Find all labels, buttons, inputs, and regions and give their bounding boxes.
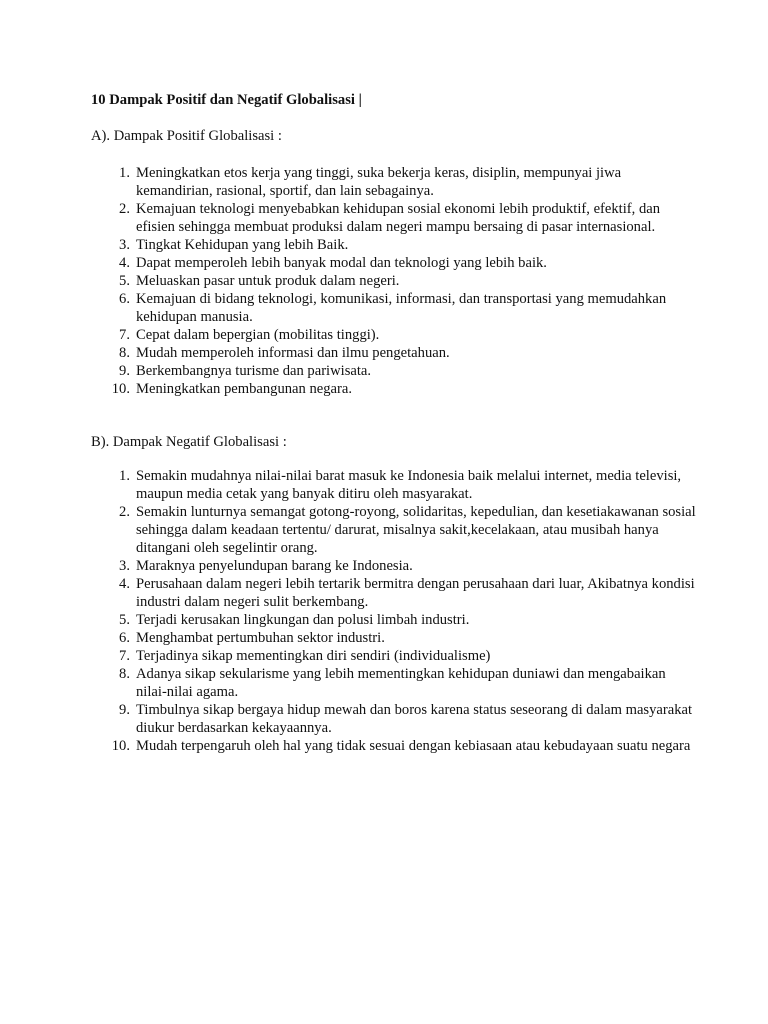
item-number: 9. xyxy=(119,363,130,379)
list-item xyxy=(0,344,696,362)
item-number: 5. xyxy=(119,612,130,628)
item-number: 2. xyxy=(119,201,130,217)
item-text: Semakin mudahnya nilai-nilai barat masuk ke Indonesia baik melalui internet, media televisi, maupun media cetak yang banyak ditiru oleh masyarakat. xyxy=(136,468,682,502)
document-title: 10 Dampak Positif dan Negatif Globalisasi | xyxy=(91,92,362,108)
item-number: 10. xyxy=(111,738,130,754)
item-number: 8. xyxy=(119,345,130,361)
item-text: Cepat dalam bepergian (mobilitas tinggi). xyxy=(136,327,380,343)
item-text: Adanya sikap sekularisme yang lebih mementingkan kehidupan duniawi dan mengabaikan nilai-nilai agama. xyxy=(136,666,666,700)
list-item xyxy=(0,503,696,557)
item-text: Meluaskan pasar untuk produk dalam negeri. xyxy=(136,273,400,289)
list-item xyxy=(0,701,696,737)
list-item xyxy=(0,665,696,701)
item-number: 6. xyxy=(119,291,130,307)
item-text: Semakin lunturnya semangat gotong-royong, solidaritas, kepedulian, dan kesetiakawanan sosial sehingga dalam keadaan tertentu/ darurat, misalnya sakit,kecelakaan, atau musibah hanya ditangani oleh segelintir orang. xyxy=(136,504,696,556)
item-text: Menghambat pertumbuhan sektor industri. xyxy=(136,630,385,646)
item-number: 1. xyxy=(119,165,130,181)
list-item xyxy=(0,362,696,380)
list-item xyxy=(0,200,696,236)
item-text: Meningkatkan pembangunan negara. xyxy=(136,381,352,397)
positive-section-heading: A). Dampak Positif Globalisasi : xyxy=(91,128,282,144)
item-number: 1. xyxy=(119,468,130,484)
item-number: 10. xyxy=(111,381,130,397)
positive-impacts-list xyxy=(0,164,768,398)
item-number: 6. xyxy=(119,630,130,646)
list-item xyxy=(0,164,696,200)
list-item xyxy=(0,647,696,665)
list-item xyxy=(0,254,696,272)
item-number: 4. xyxy=(119,576,130,592)
item-number: 7. xyxy=(119,648,130,664)
item-text: Meningkatkan etos kerja yang tinggi, suka bekerja keras, disiplin, mempunyai jiwa kemandirian, rasional, sportif, dan lain sebagainya. xyxy=(136,165,622,199)
item-number: 3. xyxy=(119,558,130,574)
item-text: Tingkat Kehidupan yang lebih Baik. xyxy=(136,237,349,253)
item-text: Perusahaan dalam negeri lebih tertarik bermitra dengan perusahaan dari luar, Akibatnya kondisi industri dalam negeri sulit berkembang. xyxy=(136,576,695,610)
item-text: Kemajuan teknologi menyebabkan kehidupan sosial ekonomi lebih produktif, efektif, dan efisien sehingga membuat produksi dalam negeri mampu bersaing di pasar internasional. xyxy=(136,201,661,235)
list-item xyxy=(0,326,696,344)
negative-section-heading: B). Dampak Negatif Globalisasi : xyxy=(91,434,287,450)
item-text: Terjadinya sikap mementingkan diri sendiri (individualisme) xyxy=(136,648,491,664)
list-item xyxy=(0,611,696,629)
negative-impacts-list xyxy=(0,467,768,755)
item-text: Mudah terpengaruh oleh hal yang tidak sesuai dengan kebiasaan atau kebudayaan suatu negara xyxy=(136,738,691,754)
item-text: Kemajuan di bidang teknologi, komunikasi, informasi, dan transportasi yang memudahkan kehidupan manusia. xyxy=(136,291,667,325)
list-item xyxy=(0,629,696,647)
item-text: Mudah memperoleh informasi dan ilmu pengetahuan. xyxy=(136,345,450,361)
list-item xyxy=(0,380,696,398)
item-text: Berkembangnya turisme dan pariwisata. xyxy=(136,363,372,379)
item-number: 7. xyxy=(119,327,130,343)
item-number: 8. xyxy=(119,666,130,682)
item-number: 2. xyxy=(119,504,130,520)
list-item xyxy=(0,557,696,575)
item-number: 5. xyxy=(119,273,130,289)
item-number: 9. xyxy=(119,702,130,718)
list-item xyxy=(0,575,696,611)
item-number: 3. xyxy=(119,237,130,253)
item-text: Dapat memperoleh lebih banyak modal dan teknologi yang lebih baik. xyxy=(136,255,547,271)
item-text: Timbulnya sikap bergaya hidup mewah dan boros karena status seseorang di dalam masyarakat diukur berdasarkan kekayaannya. xyxy=(136,702,693,736)
list-item xyxy=(0,290,696,326)
list-item xyxy=(0,737,696,755)
list-item xyxy=(0,236,696,254)
item-number: 4. xyxy=(119,255,130,271)
list-item xyxy=(0,272,696,290)
item-text: Maraknya penyelundupan barang ke Indonesia. xyxy=(136,558,413,574)
list-item xyxy=(0,467,696,503)
item-text: Terjadi kerusakan lingkungan dan polusi limbah industri. xyxy=(136,612,470,628)
